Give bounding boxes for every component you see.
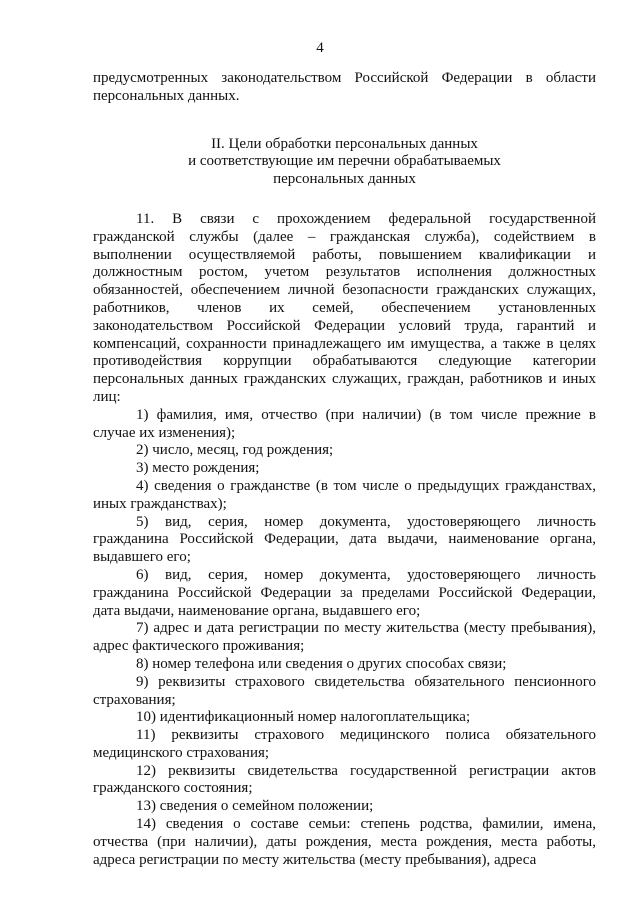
list-item: 12) реквизиты свидетельства государственной регистрации актов гражданского состояния;	[93, 762, 596, 797]
page-number: 4	[316, 40, 324, 56]
list-item: 7) адрес и дата регистрации по месту жительства (месту пребывания), адрес фактического проживания;	[93, 620, 596, 655]
list-item: 6) вид, серия, номер документа, удостоверяющего личность гражданина Российской Федерации за пределами Российской Федерации, дата выдачи, наименование органа, выдавшего его;	[93, 566, 596, 619]
list-item: 5) вид, серия, номер документа, удостоверяющего личность гражданина Российской Федерации, дата выдачи, наименование органа, выдавшего его;	[93, 513, 596, 566]
intro-paragraph: предусмотренных законодательством Российской Федерации в области персональных данных.	[93, 70, 596, 104]
list-item: 9) реквизиты страхового свидетельства обязательного пенсионного страхования;	[93, 673, 596, 708]
section-heading-line-3: персональных данных	[273, 171, 416, 188]
list-item: 11) реквизиты страхового медицинского полиса обязательного медицинского страхования;	[93, 727, 596, 761]
list-item: 4) сведения о гражданстве (в том числе о предыдущих гражданствах, иных гражданствах);	[93, 477, 596, 512]
list-item: 10) идентификационный номер налогоплательщика;	[136, 709, 471, 726]
list-item: 1) фамилия, имя, отчество (при наличии) (в том числе прежние в случае их изменения);	[93, 406, 596, 441]
section-heading-line-2: и соответствующие им перечни обрабатываемых	[188, 153, 501, 170]
list-item: 3) место рождения;	[136, 460, 260, 477]
paragraph-11: 11. В связи с прохождением федеральной государственной гражданской службы (далее – гражданская служба), содействием в выполнении осуществляемой работы, повышением квалификации и должностным ростом, учетом результатов исполнения должностных обязанностей, обеспечением личной безопасности гражданских служащих, работников, членов их семей, обеспечением установленных законодательством Российской Федерации условий труда, гарантий и компенсаций, сохранности принадлежащего им имущества, а также в целях противодействия коррупции обрабатываются следующие категории персональных данных гражданских служащих, граждан, работников и иных лиц:	[93, 210, 596, 405]
list-item: 14) сведения о составе семьи: степень родства, фамилии, имена, отчества (при наличии), даты рождения, места рождения, места работы, адреса регистрации по месту жительства (месту пребывания), адреса	[93, 816, 596, 868]
list-item: 13) сведения о семейном положении;	[136, 798, 374, 815]
section-heading-line-1: II. Цели обработки персональных данных	[211, 135, 478, 152]
document-body	[93, 70, 596, 869]
list-item: 2) число, месяц, год рождения;	[136, 442, 334, 459]
list-item: 8) номер телефона или сведения о других способах связи;	[136, 655, 507, 672]
section-heading	[93, 136, 596, 189]
